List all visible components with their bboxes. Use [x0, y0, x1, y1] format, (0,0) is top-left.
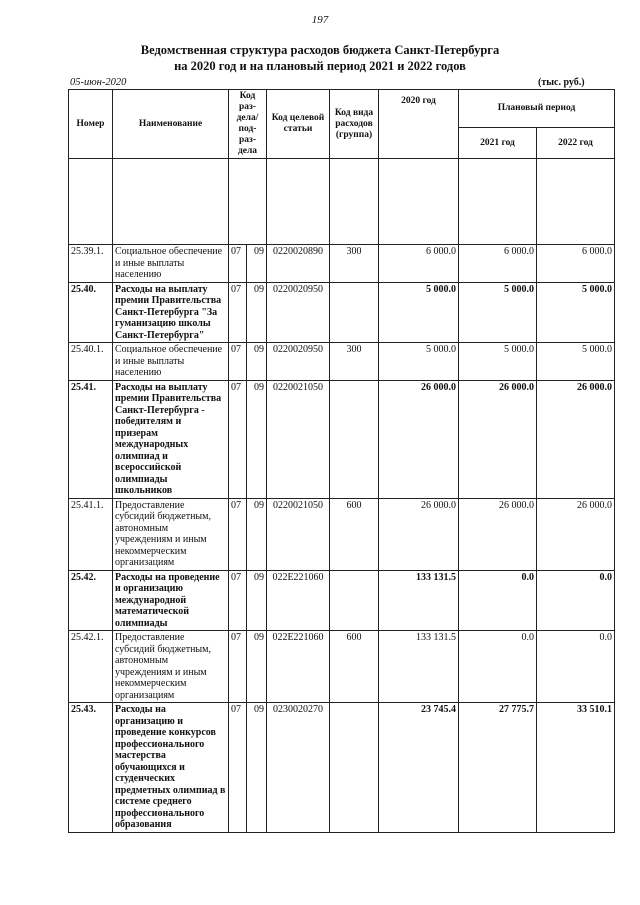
- cell-subsection: 09: [247, 380, 267, 498]
- cell-number: 25.42.: [69, 570, 113, 631]
- cell-target-code: 0220020950: [267, 282, 330, 343]
- cell-2020: 5 000.0: [379, 343, 459, 381]
- units-label: (тыс. руб.): [538, 77, 585, 88]
- cell-subsection: 09: [247, 570, 267, 631]
- table-row: [69, 380, 615, 498]
- cell-2022: 0.0: [537, 570, 615, 631]
- cell-section: 07: [229, 631, 247, 703]
- page-number: 197: [311, 14, 329, 26]
- header-name: Наименование: [113, 90, 229, 159]
- cell-number: 25.40.: [69, 282, 113, 343]
- cell-subsection: 09: [247, 282, 267, 343]
- budget-table: [68, 89, 615, 833]
- cell-target-code: 0220021050: [267, 498, 330, 570]
- cell-expense-type: [330, 703, 379, 833]
- title-line-2: на 2020 год и на плановый период 2021 и 2022 годов: [174, 59, 466, 73]
- cell-2022: 0.0: [537, 631, 615, 703]
- cell-expense-type: 300: [330, 245, 379, 283]
- cell-2021: 5 000.0: [459, 343, 537, 381]
- cell-target-code: 0220020890: [267, 245, 330, 283]
- cell-target-code: 0230020270: [267, 703, 330, 833]
- cell-name: Расходы на проведение и организацию международной математической олимпиады: [113, 570, 229, 631]
- cell-2020: 133 131.5: [379, 570, 459, 631]
- cell-section: 07: [229, 245, 247, 283]
- cell-expense-type: 300: [330, 343, 379, 381]
- cell-2022: 26 000.0: [537, 498, 615, 570]
- cell-2021: 5 000.0: [459, 282, 537, 343]
- cell-target-code: 0220020950: [267, 343, 330, 381]
- cell-2020: 6 000.0: [379, 245, 459, 283]
- cell-2020: 26 000.0: [379, 498, 459, 570]
- cell-name: Предоставление субсидий бюджетным, автономным учреждениям и иным некоммерческим организациям: [113, 498, 229, 570]
- cell-number: 25.43.: [69, 703, 113, 833]
- cell-name: Социальное обеспечение и иные выплаты населению: [113, 245, 229, 283]
- header-target-code: Код целевой статьи: [267, 90, 330, 159]
- cell-name: Социальное обеспечение и иные выплаты населению: [113, 343, 229, 381]
- table-body: [69, 245, 615, 833]
- cell-subsection: 09: [247, 343, 267, 381]
- cell-2022: 26 000.0: [537, 380, 615, 498]
- cell-2021: 6 000.0: [459, 245, 537, 283]
- cell-2022: 5 000.0: [537, 343, 615, 381]
- cell-target-code: 022E221060: [267, 631, 330, 703]
- cell-number: 25.41.1.: [69, 498, 113, 570]
- cell-section: 07: [229, 570, 247, 631]
- cell-2021: 26 000.0: [459, 498, 537, 570]
- table-row: [69, 282, 615, 343]
- cell-expense-type: 600: [330, 498, 379, 570]
- document-date: 05-июн-2020: [70, 77, 127, 88]
- cell-expense-type: 600: [330, 631, 379, 703]
- cell-number: 25.42.1.: [69, 631, 113, 703]
- table-row: [69, 498, 615, 570]
- cell-section: 07: [229, 282, 247, 343]
- cell-target-code: 022E221060: [267, 570, 330, 631]
- cell-2021: 0.0: [459, 631, 537, 703]
- cell-2020: 23 745.4: [379, 703, 459, 833]
- cell-subsection: 09: [247, 703, 267, 833]
- cell-expense-type: [330, 380, 379, 498]
- header-section-code: Код раз-дела/ под-раз-дела: [229, 90, 267, 159]
- header-2020: 2020 год: [379, 90, 459, 159]
- title-line-1: Ведомственная структура расходов бюджета Санкт-Петербурга: [140, 43, 500, 57]
- cell-section: 07: [229, 498, 247, 570]
- cell-target-code: 0220021050: [267, 380, 330, 498]
- cell-2020: 133 131.5: [379, 631, 459, 703]
- header-expense-type: Код вида расходов (группа): [330, 90, 379, 159]
- header-number: Номер: [69, 90, 113, 159]
- cell-name: Расходы на выплату премии Правительства Санкт-Петербурга "За гуманизацию школы Санкт-Петербурга": [113, 282, 229, 343]
- header-planned-period: Плановый период: [459, 90, 615, 128]
- cell-2022: 6 000.0: [537, 245, 615, 283]
- cell-2020: 5 000.0: [379, 282, 459, 343]
- cell-expense-type: [330, 282, 379, 343]
- cell-2020: 26 000.0: [379, 380, 459, 498]
- cell-2021: 26 000.0: [459, 380, 537, 498]
- cell-name: Расходы на организацию и проведение конкурсов профессионального мастерства обучающихся и студенческих предметных олимпиад в системе среднего профессионального образования: [113, 703, 229, 833]
- table-row: [69, 245, 615, 283]
- cell-2021: 0.0: [459, 570, 537, 631]
- header-spacer-row: [69, 159, 615, 245]
- header-2021: 2021 год: [459, 128, 537, 159]
- cell-expense-type: [330, 570, 379, 631]
- table-row: [69, 570, 615, 631]
- cell-section: 07: [229, 380, 247, 498]
- table-row: [69, 703, 615, 833]
- cell-name: Предоставление субсидий бюджетным, автономным учреждениям и иным некоммерческим организациям: [113, 631, 229, 703]
- cell-2022: 33 510.1: [537, 703, 615, 833]
- cell-name: Расходы на выплату премии Правительства Санкт-Петербурга - победителям и призерам международных олимпиад и всероссийской олимпиады школьников: [113, 380, 229, 498]
- cell-number: 25.40.1.: [69, 343, 113, 381]
- cell-section: 07: [229, 703, 247, 833]
- cell-subsection: 09: [247, 631, 267, 703]
- cell-section: 07: [229, 343, 247, 381]
- cell-number: 25.39.1.: [69, 245, 113, 283]
- cell-2021: 27 775.7: [459, 703, 537, 833]
- table-row: [69, 343, 615, 381]
- cell-2022: 5 000.0: [537, 282, 615, 343]
- cell-subsection: 09: [247, 498, 267, 570]
- table-row: [69, 631, 615, 703]
- cell-subsection: 09: [247, 245, 267, 283]
- header-2022: 2022 год: [537, 128, 615, 159]
- document-title: [0, 42, 640, 74]
- cell-number: 25.41.: [69, 380, 113, 498]
